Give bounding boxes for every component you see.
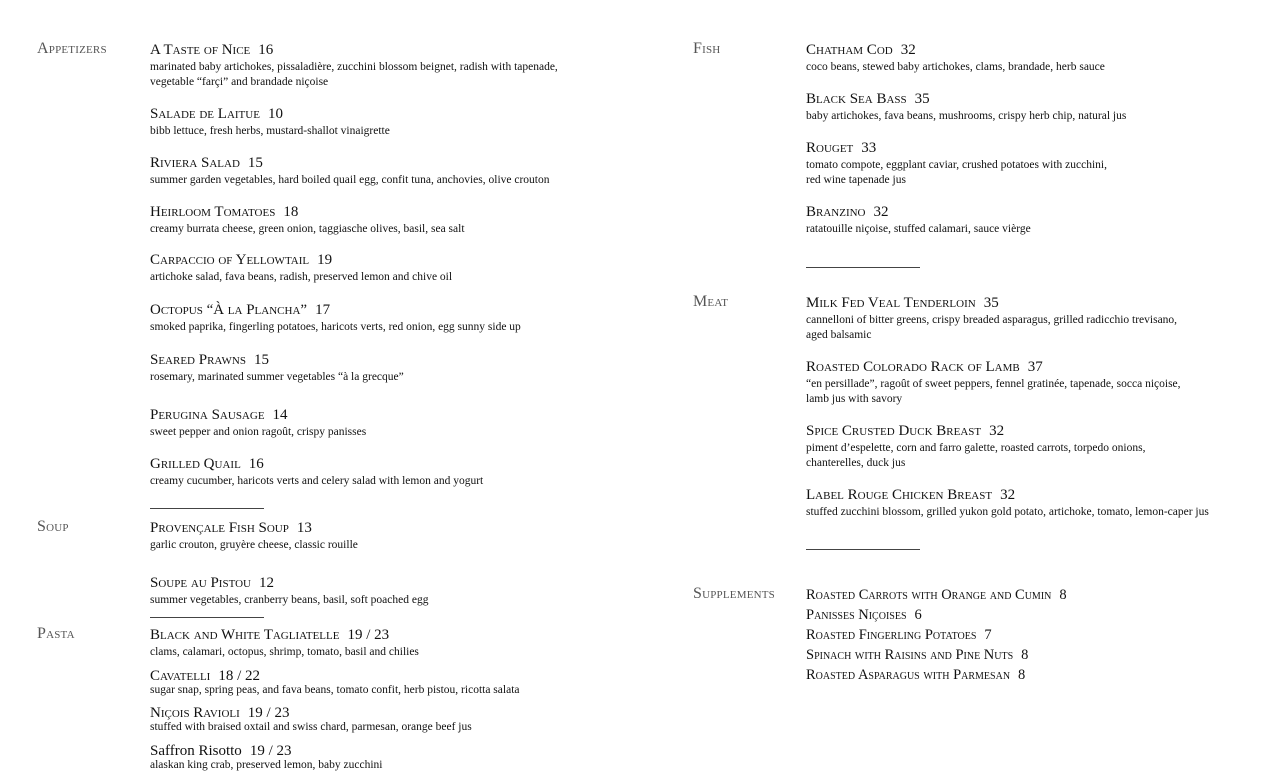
item-price: 35 (983, 295, 999, 311)
item-description-line2: chanterelles, duck jus (806, 457, 906, 469)
menu-item (150, 519, 630, 553)
item-description: stuffed with braised oxtail and swiss chard, parmesan, orange beef jus (150, 721, 472, 733)
item-name: Roasted Carrots with Orange and Cumin (806, 587, 1052, 603)
item-price: 17 (315, 302, 331, 318)
section-meat: Meat (693, 293, 729, 310)
item-description: bibb lettuce, fresh herbs, mustard-shallot vinaigrette (150, 125, 390, 137)
item-price: 35 (914, 91, 930, 107)
menu-item (150, 154, 630, 188)
menu-item (150, 406, 630, 440)
item-price: 19 (317, 252, 333, 268)
item-name: Branzino (806, 204, 866, 220)
menu-item (150, 574, 630, 608)
item-name: Heirloom Tomatoes (150, 204, 276, 220)
item-description: creamy burrata cheese, green onion, taggiasche olives, basil, sea salt (150, 223, 465, 235)
item-price: 18 / 22 (218, 668, 260, 684)
item-name: Soupe au Pistou (150, 575, 251, 591)
item-price: 7 (984, 627, 992, 643)
supplement-item (806, 605, 922, 625)
item-description-line2: red wine tapenade jus (806, 174, 906, 186)
menu-item (150, 455, 630, 489)
item-name: A Taste of Nice (150, 42, 251, 58)
divider (150, 617, 264, 618)
item-description: “en persillade”, ragoût of sweet peppers, fennel gratinée, tapenade, socca niçoise, (806, 378, 1181, 390)
menu-item (806, 422, 1266, 471)
item-description: piment d’espelette, corn and farro galette, roasted carrots, torpedo onions, (806, 442, 1146, 454)
item-name: Riviera Salad (150, 155, 240, 171)
supplement-item (806, 585, 1067, 605)
item-price: 18 (283, 204, 299, 220)
item-price: 19 / 23 (249, 743, 292, 759)
item-price: 13 (296, 520, 312, 536)
item-price: 32 (873, 204, 889, 220)
item-description: creamy cucumber, haricots verts and celery salad with lemon and yogurt (150, 475, 484, 487)
item-description: stuffed zucchini blossom, grilled yukon gold potato, artichoke, tomato, lemon-caper jus (806, 506, 1209, 518)
item-name: Niçois Ravioli (150, 705, 240, 721)
item-price: 14 (272, 407, 288, 423)
supplement-item (806, 665, 1025, 685)
item-description: sugar snap, spring peas, and fava beans, tomato confit, herb pistou, ricotta salata (150, 684, 520, 696)
menu-item (806, 41, 1266, 75)
section-supplements: Supplements (693, 585, 775, 602)
item-name: Salade de Laitue (150, 106, 260, 122)
item-price: 32 (989, 423, 1005, 439)
item-description: garlic crouton, gruyère cheese, classic rouille (150, 539, 358, 551)
item-price: 8 (1021, 647, 1029, 663)
item-description: clams, calamari, octopus, shrimp, tomato, basil and chilies (150, 646, 419, 658)
item-name: Cavatelli (150, 668, 211, 684)
menu-item (150, 251, 630, 285)
item-price: 10 (267, 106, 283, 122)
item-price: 15 (253, 352, 269, 368)
menu-item (806, 358, 1266, 407)
item-description-line2: vegetable “farçi” and brandade niçoise (150, 76, 329, 88)
item-description: rosemary, marinated summer vegetables “à la grecque” (150, 371, 404, 383)
item-price: 32 (1000, 487, 1016, 503)
item-name: Roasted Fingerling Potatoes (806, 627, 977, 643)
item-name: Chatham Cod (806, 42, 893, 58)
item-price: 16 (258, 42, 274, 58)
section-soup: Soup (37, 518, 69, 535)
item-description: tomato compote, eggplant caviar, crushed potatoes with zucchini, (806, 159, 1107, 171)
menu-item (150, 41, 630, 90)
item-name: Seared Prawns (150, 352, 246, 368)
item-price: 15 (247, 155, 263, 171)
item-name: Milk Fed Veal Tenderloin (806, 295, 976, 311)
item-name: Black Sea Bass (806, 91, 907, 107)
section-appetizers: Appetizers (37, 40, 107, 57)
item-description-line2: lamb jus with savory (806, 393, 903, 405)
item-price: 33 (861, 140, 877, 156)
item-description: sweet pepper and onion ragoût, crispy panisses (150, 426, 367, 438)
item-name: Saffron Risotto (150, 743, 242, 759)
item-description: baby artichokes, fava beans, mushrooms, crispy herb chip, natural jus (806, 110, 1127, 122)
menu-item (806, 139, 1266, 188)
item-price: 19 / 23 (347, 627, 390, 643)
item-description: artichoke salad, fava beans, radish, preserved lemon and chive oil (150, 271, 453, 283)
item-name: Label Rouge Chicken Breast (806, 487, 993, 503)
item-description: coco beans, stewed baby artichokes, clams, brandade, herb sauce (806, 61, 1105, 73)
section-fish: Fish (693, 40, 721, 57)
item-name: Grilled Quail (150, 456, 241, 472)
menu-item (150, 301, 630, 335)
item-price: 8 (1059, 587, 1067, 603)
item-name: Octopus “À la Plancha” (150, 302, 308, 318)
menu-item (150, 626, 630, 660)
section-pasta: Pasta (37, 625, 75, 642)
item-price: 6 (914, 607, 922, 623)
supplement-item (806, 645, 1028, 665)
menu-item (150, 742, 630, 773)
item-name: Spice Crusted Duck Breast (806, 423, 982, 439)
menu-item (150, 704, 630, 735)
menu-item (806, 90, 1266, 124)
item-name: Perugina Sausage (150, 407, 265, 423)
item-name: Panisses Niçoises (806, 607, 907, 623)
item-price: 32 (900, 42, 916, 58)
item-description: smoked paprika, fingerling potatoes, haricots verts, red onion, egg sunny side up (150, 321, 521, 333)
item-name: Rouget (806, 140, 854, 156)
item-name: Spinach with Raisins and Pine Nuts (806, 647, 1014, 663)
divider (150, 508, 264, 509)
menu-item (150, 351, 630, 385)
divider (806, 549, 920, 550)
menu-item (150, 203, 630, 237)
item-price: 16 (248, 456, 264, 472)
item-description-line2: aged balsamic (806, 329, 872, 341)
item-price: 8 (1018, 667, 1026, 683)
item-name: Black and White Tagliatelle (150, 627, 340, 643)
menu-item (150, 667, 630, 698)
supplement-item (806, 625, 992, 645)
item-description: summer garden vegetables, hard boiled quail egg, confit tuna, anchovies, olive crouton (150, 174, 550, 186)
item-description: summer vegetables, cranberry beans, basil, soft poached egg (150, 594, 429, 606)
menu-item (150, 105, 630, 139)
item-price: 12 (259, 575, 274, 591)
item-price: 19 / 23 (247, 705, 290, 721)
item-name: Roasted Asparagus with Parmesan (806, 667, 1011, 683)
item-description: alaskan king crab, preserved lemon, baby zucchini (150, 759, 383, 771)
item-name: Carpaccio of Yellowtail (150, 252, 310, 268)
item-name: Roasted Colorado Rack of Lamb (806, 359, 1020, 375)
divider (806, 267, 920, 268)
item-description: ratatouille niçoise, stuffed calamari, sauce vièrge (806, 223, 1031, 235)
item-price: 37 (1027, 359, 1043, 375)
item-description: cannelloni of bitter greens, crispy breaded asparagus, grilled radicchio trevisano, (806, 314, 1178, 326)
item-name: Provençale Fish Soup (150, 520, 289, 536)
menu-item (806, 486, 1266, 520)
item-description: marinated baby artichokes, pissaladière, zucchini blossom beignet, radish with tapenade, (150, 61, 558, 73)
menu-item (806, 294, 1266, 343)
menu-item (806, 203, 1266, 237)
